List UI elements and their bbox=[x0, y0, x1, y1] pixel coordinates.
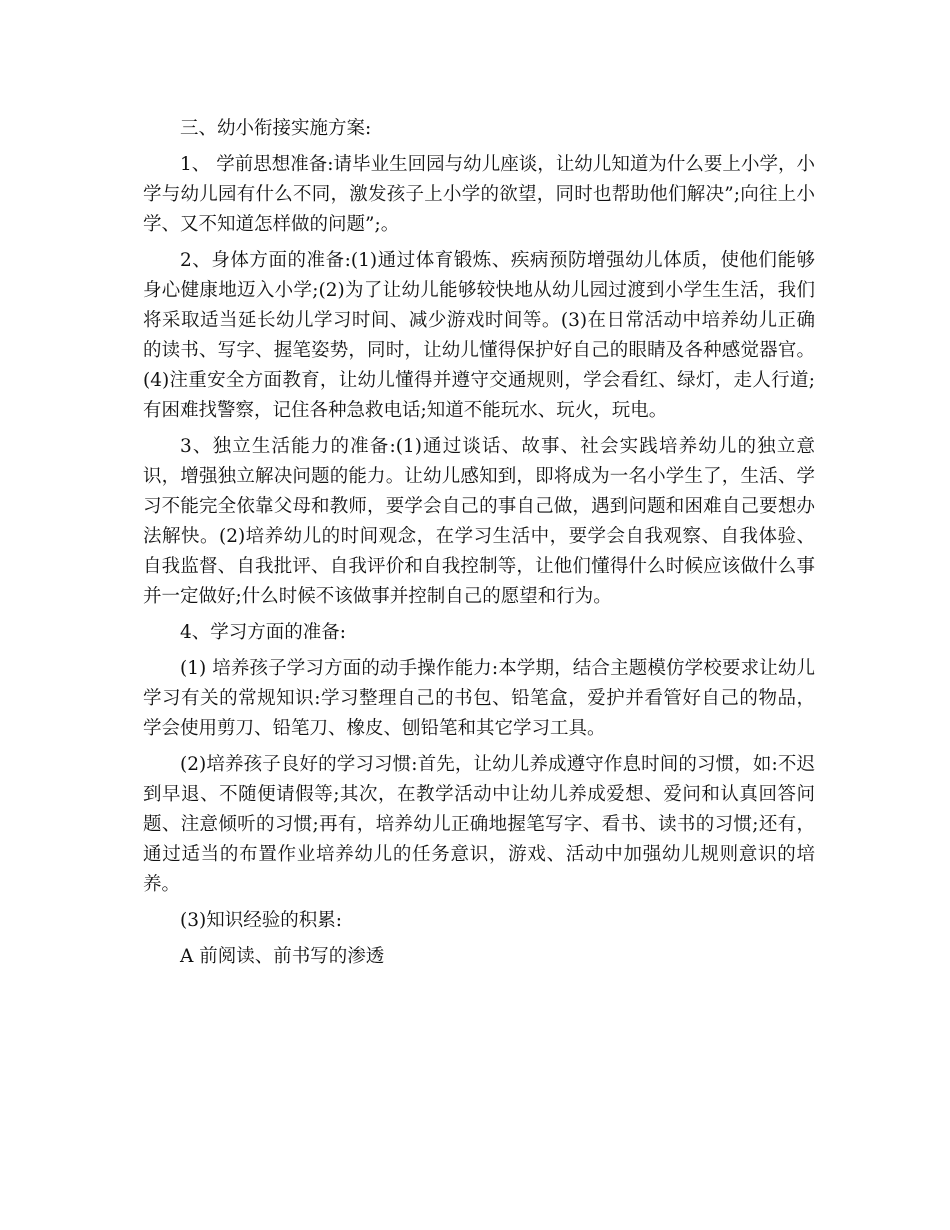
paragraph-mental-preparation: 1、 学前思想准备:请毕业生回园与幼儿座谈，让幼儿知道为什么要上小学，小学与幼儿园有什么不同，激发孩子上小学的欲望，同时也帮助他们解决”;向往上小学、又不知道怎样做的问题”;。 bbox=[143, 154, 815, 235]
document-body bbox=[143, 114, 815, 978]
paragraph-reading-writing: A 前阅读、前书写的渗透 bbox=[180, 946, 385, 967]
paragraph-study-habits: (2)培养孩子良好的学习习惯:首先，让幼儿养成遵守作息时间的习惯，如:不迟到早退、不随便请假等;其次，在教学活动中让幼儿养成爱想、爱问和认真回答问题、注意倾听的习惯;再有，培养幼儿正确地握笔写字、看书、读书的习惯;还有，通过适当的布置作业培养幼儿的任务意识，游戏、活动中加强幼儿规则意识的培养。 bbox=[143, 754, 815, 895]
paragraph-hands-on-ability: (1) 培养孩子学习方面的动手操作能力:本学期，结合主题模仿学校要求让幼儿学习有关的常规知识:学习整理自己的书包、铅笔盒，爱护并看管好自己的物品，学会使用剪刀、铅笔刀、橡皮、刨铅笔和其它学习工具。 bbox=[143, 658, 815, 739]
section-heading: 三、幼小衔接实施方案: bbox=[180, 118, 372, 139]
paragraph-learning-heading: 4、学习方面的准备: bbox=[180, 622, 347, 643]
paragraph-physical-preparation: 2、身体方面的准备:(1)通过体育锻炼、疾病预防增强幼儿体质，使他们能够身心健康地迈入小学;(2)为了让幼儿能够较快地从幼儿园过渡到小学生生活，我们将采取适当延长幼儿学习时间、减少游戏时间等。(3)在日常活动中培养幼儿正确的读书、写字、握笔姿势，同时，让幼儿懂得保护好自己的眼睛及各种感觉器官。(4)注重安全方面教育，让幼儿懂得并遵守交通规则，学会看红、绿灯，走人行道;有困难找警察，记住各种急救电话;知道不能玩水、玩火，玩电。 bbox=[143, 250, 815, 421]
paragraph-independent-living: 3、独立生活能力的准备:(1)通过谈话、故事、社会实践培养幼儿的独立意识，增强独立解决问题的能力。让幼儿感知到，即将成为一名小学生了，生活、学习不能完全依靠父母和教师，要学会自己的事自己做，遇到问题和困难自己要想办法解快。(2)培养幼儿的时间观念，在学习生活中，要学会自我观察、自我体验、自我监督、自我批评、自我评价和自我控制等，让他们懂得什么时候应该做什么事并一定做好;什么时候不该做事并控制自己的愿望和行为。 bbox=[143, 436, 815, 607]
paragraph-knowledge-heading: (3)知识经验的积累: bbox=[180, 910, 342, 931]
